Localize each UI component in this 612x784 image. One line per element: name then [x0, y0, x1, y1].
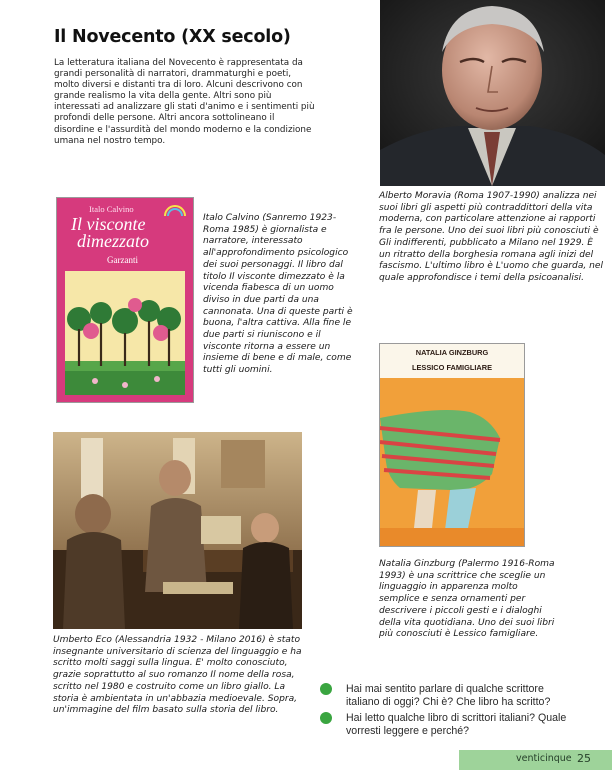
- question-bullet-icon: [320, 683, 332, 695]
- question-1: Hai mai sentito parlare di qualche scrittore italiano di oggi? Chi è? Che libro ha scritto?: [346, 683, 551, 708]
- moravia-caption: Alberto Moravia (Roma 1907-1990) analizza nei suoi libri gli aspetti più contraddittori della vita moderna, con particolare attenzione ai rapporti fra le persone. Uno dei suoi libri più conosciuti è Gli indifferenti, pubblicato a Milano nel 1929. È un ritratto della borghesia romana agli inizi del fascismo. L'ultimo libro è L'uomo che guarda, nel quale approfondisce i temi della psicoanalisi.: [379, 191, 604, 283]
- question-bullet-icon: [320, 712, 332, 724]
- calvino-cover-title-line2: dimezzato: [77, 231, 149, 251]
- ginzburg-book-cover: [379, 343, 525, 547]
- question-2: Hai letto qualche libro di scrittori italiani? Quale vorresti leggere e perché?: [346, 712, 567, 737]
- calvino-caption: Italo Calvino (Sanremo 1923-Roma 1985) è giornalista e narratore, interessato all'approfondimento psicologico dei suoi personaggi. Il libro dal titolo Il visconte dimezzato è la vicenda fiabesca di un uomo diviso in due parti da una cannonata. Una di queste parti è buona, l'altra cattiva. Alla fine le due parti si riuniscono e il visconte ritorna a essere un insieme di bene e di male, come tutti gli uomini.: [203, 213, 353, 376]
- calvino-cover-author: Italo Calvino: [89, 204, 134, 214]
- intro-paragraph: La letteratura italiana del Novecento è rappresentata da grandi personalità di narratori, drammaturghi e poeti, molto diversi e distanti tra di loro. Alcuni descrivono con grande realismo la vita della gente. Altri sono più interessati ad analizzare gli stati d'animo e i sentimenti più profondi delle persone. Altri ancora sottolineano il disordine e l'assurdità del mondo moderno e la condizione umana nel nostro tempo.: [54, 58, 315, 146]
- ginzburg-cover-painting: [380, 378, 524, 546]
- eco-caption: Umberto Eco (Alessandria 1932 - Milano 2016) è stato insegnante universitario di scienza del linguaggio e ha scritto molti saggi sulla lingua. E' molto conosciuto, grazie soprattutto al suo romanzo Il nome della rosa, scritto nel 1980 e costruito come un libro giallo. La storia è ambientata in un'abbazia medioevale. Sopra, un'immagine del film basato sulla storia del libro.: [53, 635, 302, 716]
- calvino-book-cover: [56, 197, 194, 403]
- calvino-cover-illustration: [65, 271, 185, 395]
- ginzburg-cover-author: NATALIA GINZBURG: [415, 348, 489, 357]
- moravia-portrait: [380, 0, 605, 186]
- calvino-cover-publisher: Garzanti: [107, 255, 138, 265]
- ginzburg-cover-title: LESSICO FAMIGLIARE: [411, 363, 493, 372]
- page-title: Il Novecento (XX secolo): [54, 27, 291, 47]
- ginzburg-caption: Natalia Ginzburg (Palermo 1916-Roma 1993) è una scrittrice che sceglie un linguaggio in apparenza molto semplice e senza ornamenti per descrivere i piccoli gesti e i dialoghi della vita quotidiana. Uno dei suoi libri più conosciuti è Lessico famigliare.: [379, 559, 555, 640]
- rainbow-icon: [163, 202, 187, 221]
- page-number-word: venticinque: [516, 753, 572, 764]
- calvino-cover-title-line1: Il visconte: [71, 214, 146, 234]
- eco-film-still: [53, 432, 302, 629]
- page-number: 25: [577, 752, 591, 765]
